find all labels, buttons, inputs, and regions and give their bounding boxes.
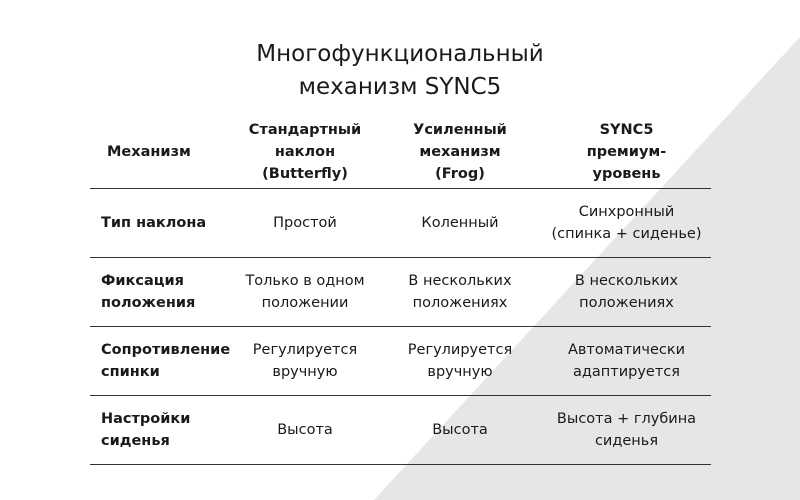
table-cell (542, 258, 711, 327)
cell-line: положениях (579, 295, 674, 311)
table-cell (232, 258, 378, 327)
cell-line: (спинка + сиденье) (551, 226, 702, 242)
cell-line: Регулируется (407, 342, 513, 358)
row-label (90, 189, 232, 258)
row-label-line: положения (101, 295, 196, 311)
cell-line: сиденья (594, 433, 659, 449)
table-cell (232, 327, 378, 396)
title-line-2: механизм SYNC5 (298, 74, 502, 100)
table-cell (542, 396, 711, 465)
cell-line: Регулируется (252, 342, 358, 358)
header-line: премиум- (586, 144, 667, 160)
table-cell (542, 327, 711, 396)
table-cell (232, 189, 378, 258)
table-cell (378, 258, 542, 327)
table-cell (378, 327, 542, 396)
table-row (90, 189, 711, 258)
header-line: Усиленный (413, 122, 507, 138)
table-cell (378, 189, 542, 258)
cell-line: вручную (272, 364, 338, 380)
header-row (90, 116, 711, 189)
cell-line: Высота (432, 422, 488, 438)
cell-line: вручную (427, 364, 493, 380)
row-label (90, 258, 232, 327)
header-mechanism (90, 116, 232, 189)
header-reinforced (378, 116, 542, 189)
row-label-line: Тип наклона (101, 215, 207, 231)
cell-line: положении (261, 295, 349, 311)
header-line: Стандартный (248, 122, 362, 138)
title-line-1: Многофункциональный (256, 41, 544, 67)
header-line: уровень (592, 166, 661, 182)
cell-line: адаптируется (573, 364, 680, 380)
header-sync5 (542, 116, 711, 189)
cell-line: В нескольких (574, 273, 679, 289)
table-row (90, 327, 711, 396)
cell-line: Автоматически (567, 342, 686, 358)
cell-line: Синхронный (578, 204, 675, 220)
row-label-line: сиденья (101, 433, 170, 449)
row-label-line: Настройки (101, 411, 191, 427)
table-row (90, 396, 711, 465)
row-label (90, 327, 232, 396)
row-label-line: Фиксация (101, 273, 184, 289)
table-row (90, 258, 711, 327)
cell-line: положениях (412, 295, 508, 311)
cell-line: В нескольких (408, 273, 512, 289)
table-cell (232, 396, 378, 465)
header-line: наклон (274, 144, 336, 160)
table-cell (378, 396, 542, 465)
cell-line: Коленный (421, 215, 499, 231)
cell-line: Высота + глубина (556, 411, 697, 427)
cell-line: Простой (273, 215, 337, 231)
cell-line: Только в одном (245, 273, 365, 289)
page-title (0, 38, 800, 104)
header-standard-tilt (232, 116, 378, 189)
header-line: (Butterfly) (262, 166, 348, 182)
row-label (90, 396, 232, 465)
header-line: SYNC5 (599, 122, 654, 138)
header-line: (Frog) (435, 166, 485, 182)
comparison-table (90, 116, 711, 465)
row-label-line: спинки (101, 364, 160, 380)
header-line: механизм (419, 144, 501, 160)
table-cell (542, 189, 711, 258)
cell-line: Высота (277, 422, 333, 438)
row-label-line: Сопротивление (101, 342, 231, 358)
header-line: Механизм (107, 144, 191, 160)
